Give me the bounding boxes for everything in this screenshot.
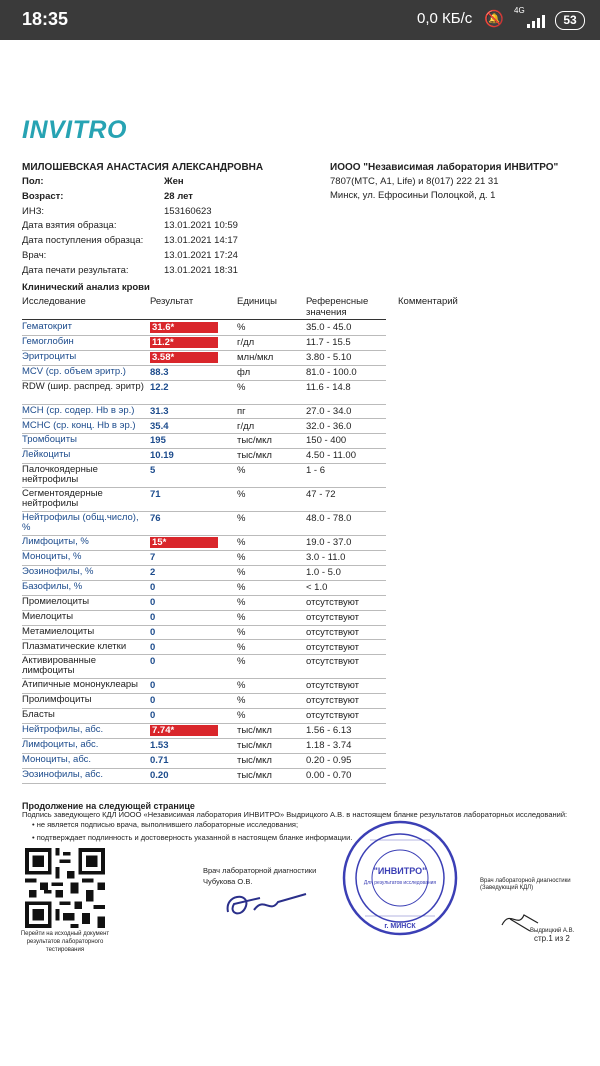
test-name: Плазматические клетки [22, 640, 127, 652]
flagged-result: 7.74* [150, 725, 218, 736]
test-reference: 35.0 - 45.0 [306, 322, 352, 333]
test-reference: отсутствуют [306, 641, 360, 653]
status-time: 18:35 [22, 9, 69, 29]
test-unit: г/дл [237, 420, 255, 432]
test-unit: % [237, 611, 246, 623]
test-name: MCV (ср. объем эритр.) [22, 365, 126, 377]
page-number: стр.1 из 2 [534, 934, 570, 943]
table-row [22, 581, 386, 596]
test-result: 195 [150, 435, 166, 447]
test-result: 0 [150, 656, 156, 668]
info-label: Дата печати результата: [22, 264, 129, 276]
table-row [22, 405, 386, 420]
test-name: Нейтрофилы, абс. [22, 724, 104, 736]
info-value: Жен [164, 176, 184, 187]
qr-caption: Перейти на исходный документ результатов лабораторного тестирования [20, 931, 110, 953]
table-row [22, 434, 386, 449]
stamp-bottom-text: г. МИНСК [384, 923, 416, 930]
test-reference: 1.18 - 3.74 [306, 740, 352, 751]
table-row [22, 679, 386, 694]
lab-address: Минск, ул. Ефросиньи Полоцкой, д. 1 [330, 190, 496, 201]
test-unit: млн/мкл [237, 351, 274, 363]
test-name: Эозинофилы, % [22, 566, 94, 577]
test-name: RDW (шир. распред. эритр) [22, 380, 144, 392]
table-row [22, 551, 386, 566]
test-reference: 47 - 72 [306, 489, 336, 501]
stamp-center-text: "ИНВИТРО" [373, 866, 427, 876]
test-unit: % [237, 680, 246, 692]
test-reference: 0.00 - 0.70 [306, 769, 352, 781]
test-reference: 48.0 - 78.0 [306, 513, 352, 525]
info-value: 13.01.2021 14:17 [164, 235, 238, 247]
test-result: 1.53 [150, 740, 169, 751]
test-reference: 150 - 400 [306, 435, 347, 447]
status-speed: 0,0 КБ/с [417, 10, 473, 27]
test-name: Промиелоциты [22, 595, 90, 607]
test-unit: тыс/мкл [237, 725, 272, 737]
test-name: Гематокрит [22, 321, 73, 332]
info-label: Возраст: [22, 190, 64, 202]
test-name: Эритроциты [22, 350, 77, 362]
table-header-line [22, 319, 386, 320]
info-value: 13.01.2021 17:24 [164, 250, 238, 261]
table-row [22, 709, 386, 724]
info-label: Дата поступления образца: [22, 235, 144, 247]
test-name: MCH (ср. содер. Hb в эр.) [22, 404, 135, 416]
info-value: 13.01.2021 10:59 [164, 220, 238, 232]
table-row [22, 739, 386, 754]
status-bar [0, 0, 600, 40]
header-comment: Комментарий [398, 296, 458, 307]
test-reference: 1 - 6 [306, 465, 326, 477]
table-row [22, 321, 386, 336]
table-row [22, 724, 386, 739]
info-label: Врач: [22, 250, 47, 261]
test-result: 0 [150, 611, 156, 623]
mute-icon: 🔕 [484, 11, 504, 28]
table-row [22, 449, 386, 464]
test-unit: тыс/мкл [237, 769, 272, 781]
test-reference: отсутствуют [306, 611, 360, 623]
test-unit: % [237, 626, 246, 638]
test-name: Метамиелоциты [22, 625, 95, 637]
test-reference: отсутствуют [306, 656, 360, 668]
test-result: 12.2 [150, 381, 169, 393]
test-unit: % [237, 695, 246, 707]
table-row [22, 655, 386, 679]
test-reference: 4.50 - 11.00 [306, 450, 357, 462]
test-name: Тромбоциты [22, 434, 77, 446]
test-unit: % [237, 322, 246, 333]
test-unit: % [237, 465, 246, 477]
patient-name: МИЛОШЕВСКАЯ АНАСТАСИЯ АЛЕКСАНДРОВНА [22, 162, 264, 173]
table-row [22, 351, 386, 366]
lab-phone: 7807(МТС, A1, Life) и 8(017) 222 21 31 [330, 176, 499, 187]
test-unit: % [237, 641, 246, 653]
test-result: 2 [150, 567, 156, 578]
test-result: 0 [150, 710, 156, 722]
test-unit: % [237, 513, 246, 525]
test-result: 35.4 [150, 420, 169, 432]
battery-icon: 53 [555, 11, 585, 30]
test-reference: отсутствуют [306, 710, 360, 722]
head-name: Выдрицкий А.В. [530, 928, 575, 934]
test-name: Базофилы, % [22, 580, 83, 592]
test-reference: отсутствуют [306, 596, 360, 608]
table-row [22, 626, 386, 641]
test-unit: % [237, 552, 246, 564]
test-name: Бласты [22, 709, 55, 721]
section-title: Клинический анализ крови [22, 282, 150, 293]
test-unit: пг [237, 405, 246, 417]
test-name: Лимфоциты, % [22, 536, 89, 548]
table-row [22, 754, 386, 769]
test-reference: 1.56 - 6.13 [306, 725, 352, 737]
test-unit: % [237, 596, 246, 608]
table-row [22, 566, 386, 581]
test-reference: 81.0 - 100.0 [306, 366, 357, 378]
table-row [22, 381, 386, 405]
test-result: 0 [150, 626, 156, 638]
test-name: Лейкоциты [22, 449, 71, 461]
continuation-note: Продолжение на следующей странице [22, 801, 195, 811]
test-unit: г/дл [237, 336, 255, 348]
test-unit: тыс/мкл [237, 450, 272, 462]
table-row [22, 464, 386, 488]
table-row [22, 694, 386, 709]
test-unit: % [237, 656, 246, 668]
test-unit: % [237, 567, 246, 578]
doctor-signature [220, 884, 310, 924]
test-result: 31.3 [150, 405, 169, 417]
test-unit: % [237, 537, 246, 549]
table-row [22, 488, 386, 512]
flagged-result: 15* [150, 537, 218, 548]
test-unit: % [237, 489, 246, 501]
test-name: Нейтрофилы (общ.число), % [22, 512, 139, 534]
test-reference: 11.7 - 15.5 [306, 336, 351, 348]
test-reference: 11.6 - 14.8 [306, 381, 351, 393]
table-row [22, 366, 386, 381]
test-result: 0 [150, 680, 156, 692]
table-row [22, 536, 386, 551]
test-name: Миелоциты [22, 610, 74, 622]
test-result: 0 [150, 641, 156, 653]
test-reference: < 1.0 [306, 581, 328, 593]
table-row [22, 336, 386, 351]
header-reference: Референсные значения [306, 296, 369, 318]
flagged-result: 3.58* [150, 352, 218, 363]
info-value: 153160623 [164, 205, 212, 217]
row-divider [22, 783, 386, 784]
test-name: Лимфоциты, абс. [22, 739, 99, 750]
test-result: 88.3 [150, 366, 169, 378]
test-result: 10.19 [150, 450, 174, 462]
lab-name: ИООО "Независимая лаборатория ИНВИТРО" [330, 162, 559, 173]
signature-note: Подпись заведующего КДЛ ИООО «Независимая лаборатория ИНВИТРО» Выдрицкого А.В. в настоящем бланке результатов лабораторных исследований: [22, 810, 568, 819]
table-row [22, 420, 386, 435]
header-result: Результат [150, 296, 194, 307]
test-name: Активированные лимфоциты [22, 655, 97, 677]
note-bullet-2: • подтверждает подлинность и достоверность указанной в настоящем бланке информации. [32, 833, 353, 842]
test-unit: % [237, 381, 246, 393]
test-result: 0 [150, 695, 156, 707]
flagged-result: 11.2* [150, 337, 218, 348]
test-unit: фл [237, 366, 251, 378]
table-row [22, 512, 386, 536]
test-name: Атипичные мононуклеары [22, 679, 139, 691]
test-result: 0.71 [150, 754, 169, 766]
test-result: 7 [150, 552, 156, 564]
test-reference: 3.0 - 11.0 [306, 552, 346, 564]
test-unit: тыс/мкл [237, 740, 272, 751]
info-label: Пол: [22, 176, 44, 187]
test-name: MCHC (ср. конц. Hb в эр.) [22, 419, 136, 431]
test-name: Гемоглобин [22, 335, 74, 347]
test-result: 76 [150, 513, 161, 525]
test-reference: 27.0 - 34.0 [306, 405, 352, 417]
info-value: 13.01.2021 18:31 [164, 264, 238, 276]
test-result: 5 [150, 465, 156, 477]
test-result: 0 [150, 581, 156, 593]
test-name: Моноциты, абс. [22, 753, 92, 765]
test-name: Палочкоядерные нейтрофилы [22, 464, 98, 486]
note-bullet-1: • не является подписью врача, выполнившего лабораторные исследования; [32, 820, 299, 829]
test-unit: тыс/мкл [237, 435, 272, 447]
table-row [22, 641, 386, 656]
network-type: 4G [514, 6, 525, 15]
test-reference: отсутствуют [306, 626, 360, 638]
test-result: 0 [150, 596, 156, 608]
test-reference: 3.80 - 5.10 [306, 351, 352, 363]
test-unit: % [237, 710, 246, 722]
table-row [22, 611, 386, 626]
qr-code[interactable] [25, 848, 105, 928]
test-reference: отсутствуют [306, 695, 360, 707]
test-result: 71 [150, 489, 161, 501]
test-name: Пролимфоциты [22, 694, 92, 706]
head-title: Врач лабораторной диагностики (Заведующий КДЛ) [480, 878, 571, 891]
header-units: Единицы [237, 296, 278, 307]
test-result: 0.20 [150, 769, 169, 781]
doctor-title: Врач лабораторной диагностики [203, 866, 317, 875]
lab-stamp [340, 818, 460, 938]
test-reference: 1.0 - 5.0 [306, 567, 341, 578]
info-label: Дата взятия образца: [22, 220, 117, 232]
info-value: 28 лет [164, 190, 193, 202]
table-row [22, 596, 386, 611]
table-row [22, 769, 386, 784]
test-reference: 32.0 - 36.0 [306, 420, 352, 432]
test-reference: 19.0 - 37.0 [306, 537, 352, 549]
test-name: Эозинофилы, абс. [22, 768, 103, 780]
test-unit: тыс/мкл [237, 754, 272, 766]
stamp-sub-text: Для результатов исследования [363, 880, 437, 886]
header-test: Исследование [22, 296, 86, 307]
note-bullet-1-text: не является подписью врача, выполнившего лабораторные исследования; [36, 820, 299, 829]
test-reference: 0.20 - 0.95 [306, 754, 352, 766]
test-reference: отсутствуют [306, 680, 360, 692]
doctor-name: Чубукова О.В. [203, 877, 253, 886]
test-name: Сегментоядерные нейтрофилы [22, 488, 103, 510]
test-unit: % [237, 581, 246, 593]
info-label: ИНЗ: [22, 205, 45, 217]
invitro-logo: INVITRO [22, 116, 127, 144]
flagged-result: 31.6* [150, 322, 218, 333]
test-name: Моноциты, % [22, 551, 82, 563]
note-bullet-2-text: подтверждает подлинность и достоверность указанной в настоящем бланке информации. [36, 833, 353, 842]
